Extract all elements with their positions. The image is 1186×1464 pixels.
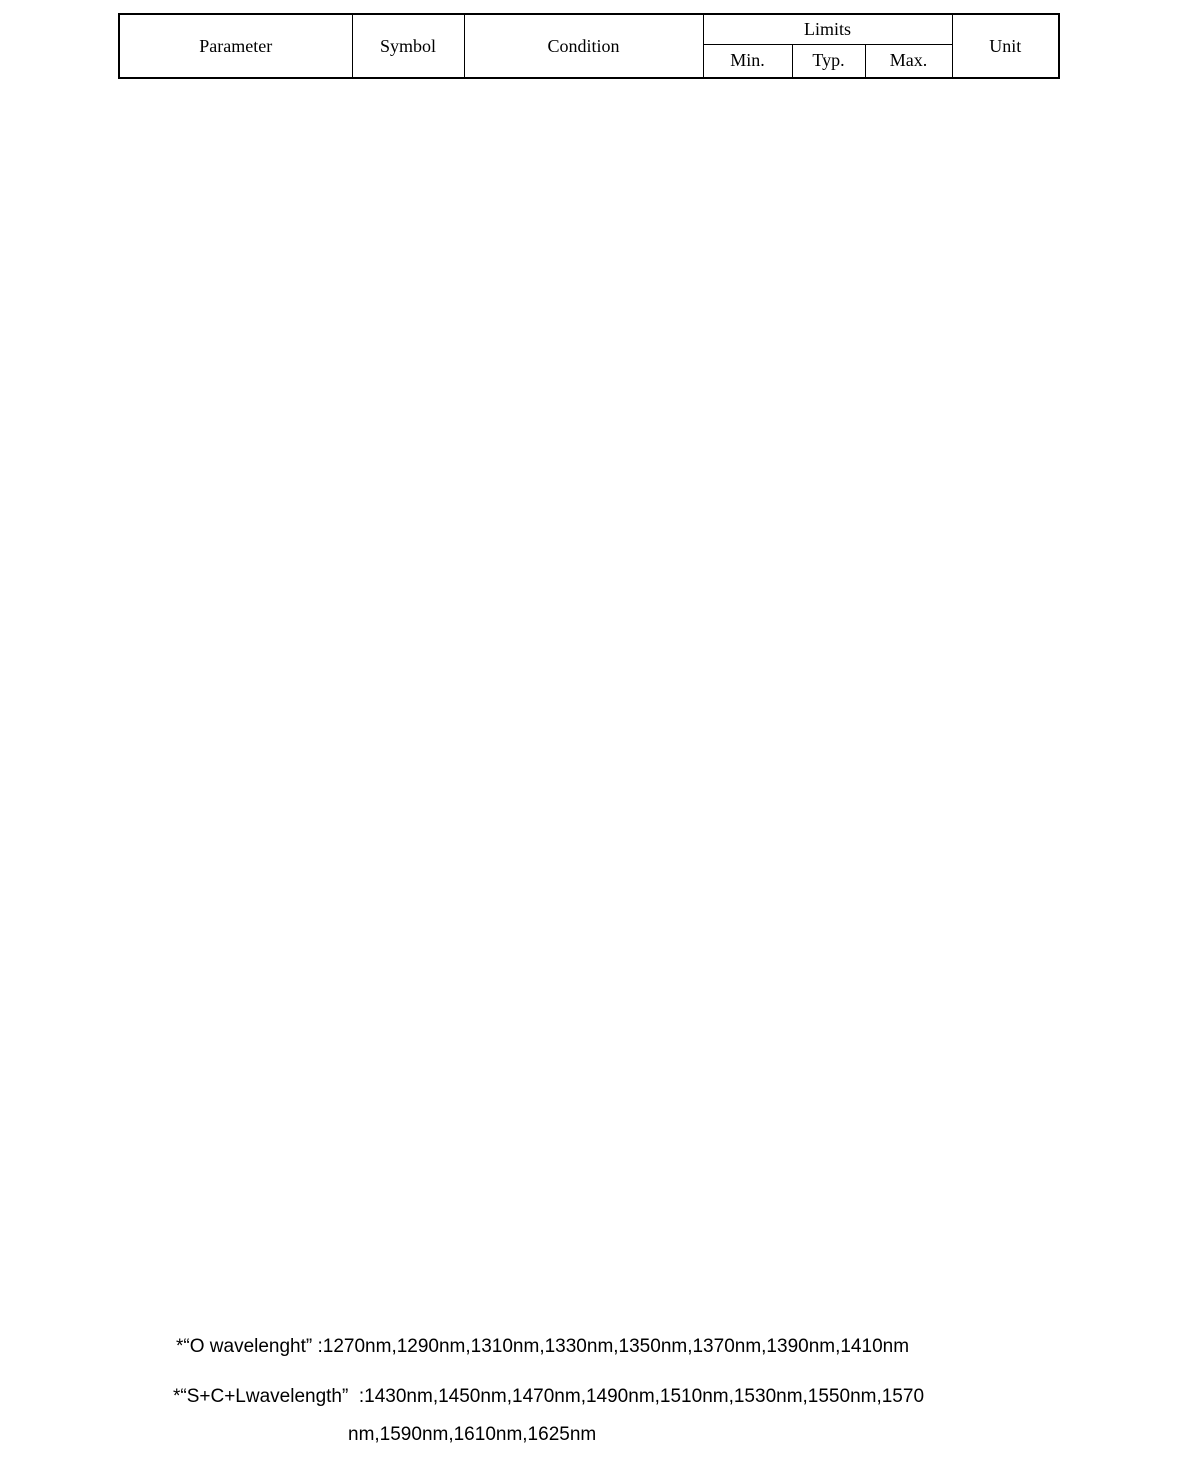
footnote-scl-wavelength: *“S+C+Lwavelength” :1430nm,1450nm,1470nm,1490nm,1510nm,1530nm,1550nm,1570 xyxy=(173,1386,925,1407)
header-min: Min. xyxy=(703,44,792,78)
header-symbol: Symbol xyxy=(352,14,464,78)
header-limits: Limits xyxy=(703,14,952,44)
header-max: Max. xyxy=(865,44,952,78)
header-parameter: Parameter xyxy=(119,14,352,78)
spec-table xyxy=(118,13,1060,79)
header-typ: Typ. xyxy=(792,44,865,78)
footnote-scl-wavelength-continued: nm,1590nm,1610nm,1625nm xyxy=(348,1424,597,1445)
spec-table-header xyxy=(119,14,1059,78)
footnote-o-wavelength: *“O wavelenght” :1270nm,1290nm,1310nm,1330nm,1350nm,1370nm,1390nm,1410nm xyxy=(176,1336,910,1357)
header-condition: Condition xyxy=(464,14,703,78)
header-unit: Unit xyxy=(952,14,1059,78)
